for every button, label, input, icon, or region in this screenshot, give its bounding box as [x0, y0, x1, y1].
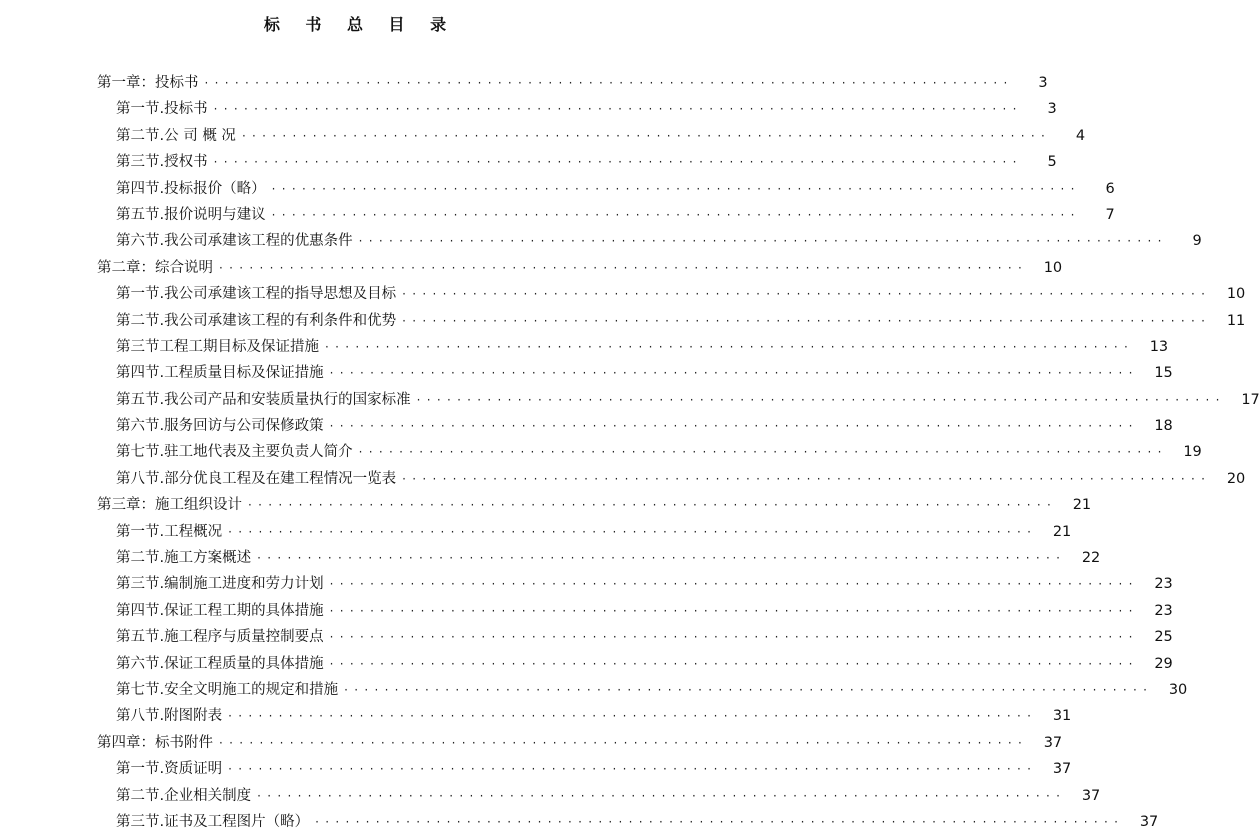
toc-section-entry	[0, 334, 1169, 360]
toc-entry-label: 第三节工程工期目标及保证措施	[116, 338, 319, 355]
toc-entry-label: 第三节.证书及工程图片（略）	[116, 813, 310, 830]
toc-section-entry	[0, 703, 1072, 729]
dot-leader: ················································································	[329, 419, 1139, 434]
toc-entry-label: 第四节.保证工程工期的具体措施	[116, 602, 324, 619]
dot-leader: ················································································	[329, 656, 1139, 671]
dot-leader: ················································································	[241, 128, 1052, 143]
toc-section-entry	[0, 519, 1072, 545]
toc-entry-label: 第四章：标书附件	[97, 734, 213, 751]
dot-leader: ················································································	[325, 339, 1135, 354]
toc-section-entry	[0, 598, 1173, 624]
toc-page-number: 10	[1226, 286, 1246, 303]
toc-section-entry	[0, 651, 1173, 677]
toc-entry-label: 第三节.编制施工进度和劳力计划	[116, 576, 324, 593]
toc-page-number: 20	[1226, 470, 1246, 487]
toc-section-entry	[0, 466, 1246, 492]
dot-leader: ················································································	[248, 498, 1058, 513]
toc-page-number: 17	[1241, 391, 1260, 408]
toc-entry-label: 第五节.施工程序与质量控制要点	[116, 629, 324, 646]
toc-page-number: 3	[1047, 101, 1057, 118]
toc-page-number: 13	[1149, 338, 1169, 355]
toc-chapter-entry	[0, 255, 1063, 281]
toc-page-number: 3	[1038, 75, 1048, 91]
document-title: 标 书 总 目 录	[263, 15, 457, 34]
toc-section-entry	[0, 783, 1101, 809]
toc-entry-label: 第四节.投标报价（略）	[116, 180, 266, 197]
toc-page-number: 10	[1043, 259, 1063, 276]
toc-chapter-entry	[0, 730, 1063, 756]
dot-leader: ················································································	[402, 287, 1212, 302]
toc-section-entry	[0, 360, 1173, 386]
toc-page-number: 23	[1154, 602, 1173, 619]
toc-page-number: 4	[1075, 127, 1086, 144]
toc-page-number: 7	[1105, 206, 1115, 223]
dot-leader: ················································································	[213, 155, 1023, 170]
toc-section-entry	[0, 149, 1057, 175]
toc-page-number: 29	[1154, 655, 1173, 672]
dot-leader: ················································································	[358, 445, 1168, 460]
dot-leader: ················································································	[213, 102, 1023, 117]
table-of-contents	[0, 70, 1260, 835]
toc-entry-label: 第四节.工程质量目标及保证措施	[116, 365, 324, 382]
toc-entry-label: 第一节.我公司承建该工程的指导思想及目标	[116, 286, 397, 303]
toc-entry-label: 第二节.我公司承建该工程的有利条件和优势	[116, 312, 397, 329]
toc-entry-label: 第七节.安全文明施工的规定和措施	[116, 681, 339, 698]
toc-entry-label: 第一节.工程概况	[116, 523, 223, 540]
toc-section-entry	[0, 571, 1173, 597]
toc-entry-label: 第五节.我公司产品和安装质量执行的国家标准	[116, 391, 411, 408]
toc-page-number: 37	[1081, 787, 1101, 804]
dot-leader: ················································································	[344, 682, 1154, 697]
dot-leader: ················································································	[204, 76, 1014, 90]
dot-leader: ················································································	[329, 603, 1139, 618]
toc-section-entry	[0, 413, 1173, 439]
toc-entry-label: 第三章：施工组织设计	[97, 497, 242, 514]
toc-section-entry	[0, 308, 1246, 334]
toc-section-entry	[0, 387, 1260, 413]
toc-page-number: 25	[1154, 629, 1173, 646]
toc-page-number: 9	[1192, 233, 1202, 250]
toc-page-number: 30	[1168, 681, 1188, 698]
toc-entry-label: 第一节.资质证明	[116, 761, 223, 778]
toc-section-entry	[0, 202, 1115, 228]
toc-entry-label: 第六节.保证工程质量的具体措施	[116, 655, 324, 672]
toc-section-entry	[0, 228, 1202, 254]
toc-section-entry	[0, 677, 1188, 703]
toc-entry-label: 第五节.报价说明与建议	[116, 206, 266, 223]
toc-page-number: 37	[1043, 734, 1063, 751]
dot-leader: ················································································	[271, 207, 1081, 222]
toc-page-number: 21	[1072, 497, 1092, 514]
dot-leader: ················································································	[358, 234, 1168, 249]
dot-leader: ················································································	[228, 762, 1038, 777]
dot-leader: ················································································	[329, 577, 1139, 592]
toc-page-number: 15	[1154, 365, 1173, 382]
toc-page-number: 11	[1226, 312, 1246, 329]
toc-entry-label: 第八节.部分优良工程及在建工程情况一览表	[116, 470, 397, 487]
dot-leader: ················································································	[257, 551, 1067, 566]
toc-page-number: 19	[1183, 444, 1202, 461]
toc-section-entry	[0, 439, 1202, 465]
toc-entry-label: 第六节.服务回访与公司保修政策	[116, 418, 324, 435]
toc-entry-label: 第二节.施工方案概述	[116, 550, 252, 567]
dot-leader: ················································································	[402, 313, 1212, 328]
toc-page-number: 31	[1052, 708, 1072, 725]
toc-entry-label: 第二章：综合说明	[97, 259, 213, 276]
toc-page-number: 22	[1081, 550, 1101, 567]
toc-chapter-entry	[0, 70, 1048, 96]
toc-entry-label: 第二节.企业相关制度	[116, 787, 252, 804]
toc-section-entry	[0, 809, 1159, 835]
toc-entry-label: 第六节.我公司承建该工程的优惠条件	[116, 233, 353, 250]
toc-section-entry	[0, 96, 1057, 122]
toc-page-number: 37	[1139, 813, 1159, 830]
toc-section-entry	[0, 756, 1072, 782]
toc-entry-label: 第八节.附图附表	[116, 708, 223, 725]
dot-leader: ················································································	[257, 788, 1067, 803]
toc-entry-label: 第二节.公 司 概 况	[116, 127, 236, 144]
toc-page-number: 6	[1105, 180, 1115, 197]
toc-page-number: 37	[1052, 761, 1072, 778]
dot-leader: ················································································	[416, 392, 1226, 407]
dot-leader: ················································································	[315, 814, 1125, 829]
dot-leader: ················································································	[219, 260, 1029, 275]
toc-page-number: 18	[1154, 418, 1173, 435]
toc-chapter-entry	[0, 492, 1092, 518]
toc-page-number: 23	[1154, 576, 1173, 593]
toc-section-entry	[0, 123, 1086, 149]
dot-leader: ················································································	[329, 366, 1139, 381]
toc-section-entry	[0, 176, 1115, 202]
dot-leader: ················································································	[219, 735, 1029, 750]
dot-leader: ················································································	[329, 630, 1139, 645]
toc-page-number: 5	[1047, 154, 1057, 171]
toc-page-number: 21	[1052, 523, 1072, 540]
dot-leader: ················································································	[402, 471, 1212, 486]
dot-leader: ················································································	[228, 709, 1038, 724]
toc-section-entry	[0, 624, 1173, 650]
toc-entry-label: 第一节.投标书	[116, 101, 208, 118]
toc-section-entry	[0, 545, 1101, 571]
toc-entry-label: 第三节.授权书	[116, 154, 208, 171]
toc-entry-label: 第一章：投标书	[97, 75, 199, 91]
toc-entry-label: 第七节.驻工地代表及主要负责人简介	[116, 444, 353, 461]
toc-section-entry	[0, 281, 1246, 307]
dot-leader: ················································································	[228, 524, 1038, 539]
dot-leader: ················································································	[271, 181, 1081, 196]
